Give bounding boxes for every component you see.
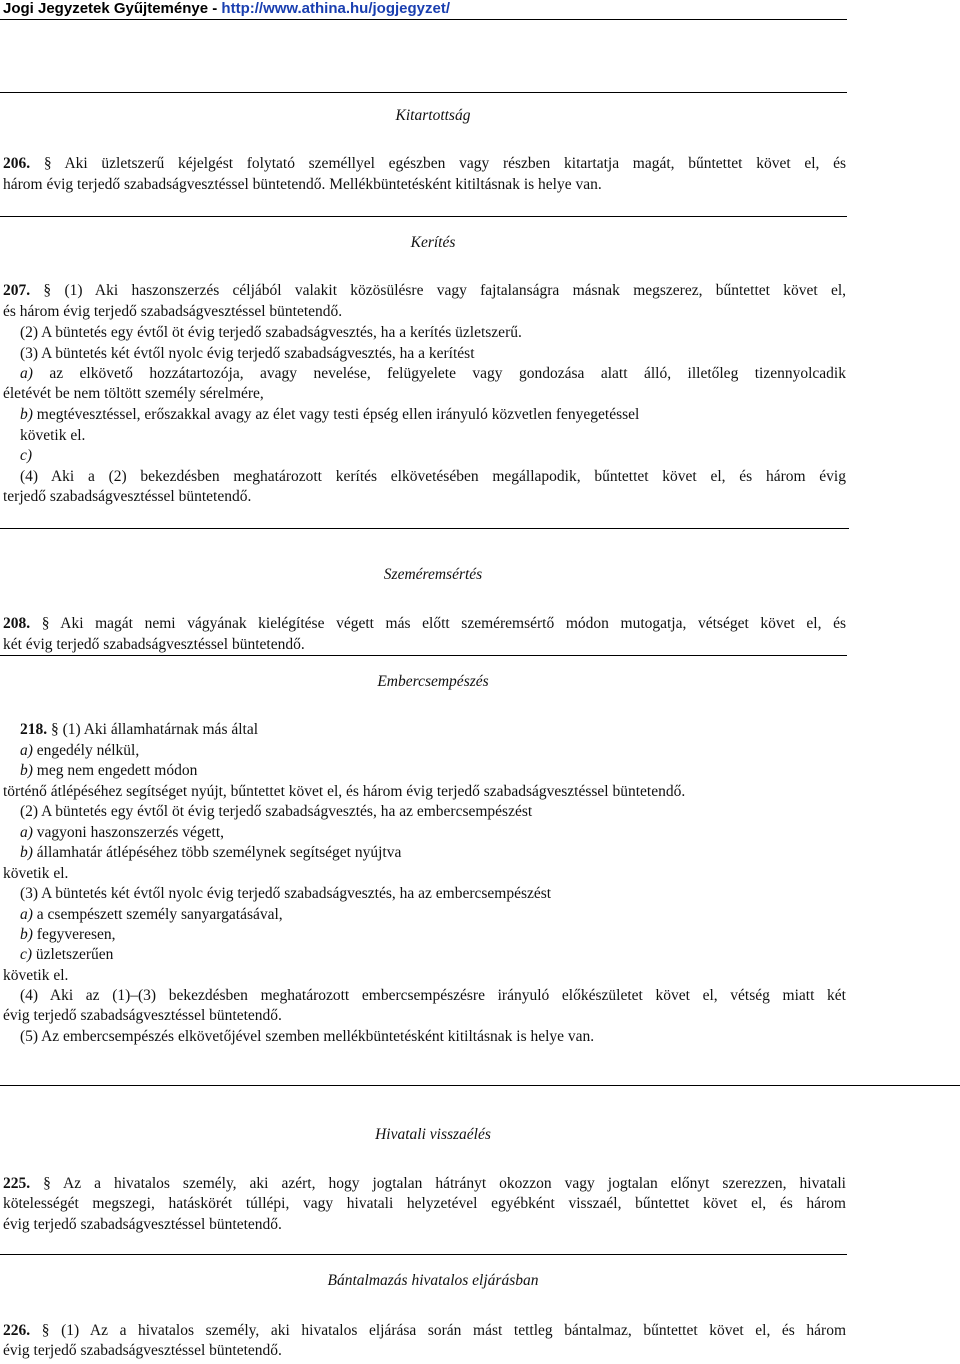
section-number: 206.	[3, 155, 31, 172]
s207-b-tail: követik el.	[20, 427, 86, 444]
s218-point-b2	[20, 843, 401, 863]
s225-line-3: évig terjedő szabadságvesztéssel büntetendő.	[3, 1216, 282, 1233]
s225-line-2: kötelességét megszegi, hatáskörét túllépi, vagy hivatali helyzetével egyébként visszaél, bűntettet követ el, és három	[3, 1195, 846, 1212]
s218-p1	[20, 720, 258, 740]
s207-point-b	[20, 405, 639, 425]
section-number: 225.	[3, 1175, 31, 1192]
s207-p4-line-1: (4) Aki a (2) bekezdésben meghatározott kerítés elkövetésében megállapodik, bűntettet követ el, és három évig	[20, 468, 846, 485]
point-label: b)	[20, 844, 33, 861]
paragraph-symbol: §	[43, 1175, 51, 1192]
s218-p4-line-2: évig terjedő szabadságvesztéssel büntetendő.	[3, 1007, 282, 1024]
paragraph-text: (1) Az a hivatalos személy, aki hivatalos eljárása során mást tettleg bántalmaz, bűntettet követ el, és három	[61, 1322, 847, 1339]
section-divider	[0, 92, 847, 93]
s218-point-a1	[20, 741, 139, 761]
s218-p3: (3) A büntetés két évtől nyolc évig terjedő szabadságvesztés, ha az embercsempészést	[20, 885, 552, 902]
point-text: üzletszerűen	[32, 946, 114, 963]
point-label: c)	[20, 946, 33, 963]
s207-p2: (2) A büntetés egy évtől öt évig terjedő szabadságvesztés, ha a kerítés üzletszerű.	[20, 324, 522, 341]
section-number: 207.	[3, 282, 31, 299]
point-text: megtévesztéssel, erőszakkal avagy az élet vagy testi épség ellen irányuló közvetlen fenyegetéssel	[32, 406, 640, 423]
s225-line-1	[3, 1174, 846, 1194]
section-divider	[0, 216, 847, 217]
section-title-208: Szeméremsértés	[383, 566, 483, 583]
header-divider	[0, 19, 847, 20]
s218-point-c3	[20, 945, 113, 965]
point-label: c)	[20, 447, 33, 464]
s226-line-1	[3, 1321, 846, 1341]
s218-point-a2	[20, 823, 224, 843]
point-label: a)	[20, 906, 33, 923]
point-text: államhatár átlépéséhez több személynek segítséget nyújtva	[32, 844, 402, 861]
paragraph-symbol: §	[43, 155, 52, 172]
paragraph-text: Aki üzletszerű kéjelgést folytató személlyel egészben vagy részben kitartatja magát, bűntettet követ el, és	[64, 155, 847, 172]
site-title: Jogi Jegyzetek Gyűjteménye -	[3, 0, 222, 17]
section-title-207: Kerítés	[410, 234, 456, 251]
s218-point-a3	[20, 905, 283, 925]
s207-line-1	[3, 281, 846, 301]
paragraph-symbol: §	[51, 721, 59, 738]
section-title-218: Embercsempészés	[377, 673, 489, 690]
s207-p3: (3) A büntetés két évtől nyolc évig terjedő szabadságvesztés, ha a kerítést	[20, 345, 475, 362]
s207-line-2: és három évig terjedő szabadságvesztéssel büntetendő.	[3, 303, 343, 320]
paragraph-text: (1) Aki államhatárnak más által	[62, 721, 259, 738]
s218-p1-tail: történő átlépéséhez segítséget nyújt, bűntettet követ el, és három évig terjedő szabadságvesztéssel büntetendő.	[3, 783, 686, 800]
point-text: a csempészett személy sanyargatásával,	[32, 906, 283, 923]
section-divider	[0, 1254, 847, 1255]
s218-point-b3	[20, 925, 116, 945]
point-text: az elkövető hozzátartozója, avagy nevelése, felügyelete vagy gondozása alatt álló, illetőleg tizennyolcadik	[32, 365, 846, 382]
point-text: engedély nélkül,	[32, 742, 140, 759]
section-number: 218.	[20, 721, 48, 738]
section-title-225: Hivatali visszaélés	[375, 1126, 491, 1143]
point-label: b)	[20, 406, 33, 423]
s208-line-1	[3, 614, 846, 634]
s218-p2: (2) A büntetés egy évtől öt évig terjedő szabadságvesztés, ha az embercsempészést	[20, 803, 533, 820]
paragraph-text: Aki magát nemi vágyának kielégítése végett más előtt szeméremsértő módon mutogatja, vétséget követ el, és	[60, 615, 846, 632]
section-divider	[0, 655, 847, 656]
site-url-link[interactable]: http://www.athina.hu/jogjegyzet/	[221, 0, 451, 17]
section-divider	[0, 528, 849, 529]
point-label: a)	[20, 742, 33, 759]
s218-p2-tail: követik el.	[3, 865, 69, 882]
s226-line-2: évig terjedő szabadságvesztéssel büntetendő.	[3, 1342, 282, 1359]
point-label: b)	[20, 926, 33, 943]
point-label: a)	[20, 824, 33, 841]
paragraph-symbol: §	[43, 282, 52, 299]
paragraph-text: (1) Aki haszonszerzés céljából valakit közösülésre vagy fajtalanságra másnak megszerez, bűntettet követ el,	[64, 282, 847, 299]
s207-point-a	[20, 364, 846, 384]
s218-point-b1	[20, 761, 197, 781]
s207-p4-line-2: terjedő szabadságvesztéssel büntetendő.	[3, 488, 252, 505]
point-text: vagyoni haszonszerzés végett,	[32, 824, 225, 841]
s207-point-a-cont: életévét be nem töltött személy sérelmére,	[3, 385, 264, 402]
s206-line-1	[3, 154, 846, 174]
s218-p5: (5) Az embercsempészés elkövetőjével szemben mellékbüntetésként kitiltásnak is helye van.	[20, 1028, 595, 1045]
s208-line-2: két évig terjedő szabadságvesztéssel büntetendő.	[3, 636, 305, 653]
page-header	[3, 0, 450, 17]
point-label: b)	[20, 762, 33, 779]
s218-p4-line-1: (4) Aki az (1)–(3) bekezdésben meghatározott embercsempészésre irányuló előkészületet követ el, vétség miatt két	[20, 987, 846, 1004]
point-text: meg nem engedett módon	[32, 762, 198, 779]
s218-p3-tail: követik el.	[3, 967, 69, 984]
point-label: a)	[20, 365, 33, 382]
section-number: 226.	[3, 1322, 31, 1339]
section-title-226: Bántalmazás hivatalos eljárásban	[327, 1272, 539, 1289]
s207-point-c	[20, 446, 32, 466]
section-number: 208.	[3, 615, 31, 632]
section-divider	[0, 1085, 960, 1086]
paragraph-text: Az a hivatalos személy, aki azért, hogy jogtalan hátrányt okozzon vagy jogtalan előnyt szerezzen, hivatali	[63, 1175, 846, 1192]
paragraph-symbol: §	[41, 615, 50, 632]
s206-line-2: három évig terjedő szabadságvesztéssel büntetendő. Mellékbüntetésként kitiltásnak is helye van.	[3, 176, 602, 193]
point-text: fegyveresen,	[32, 926, 116, 943]
paragraph-symbol: §	[41, 1322, 50, 1339]
section-title-206: Kitartottság	[395, 107, 471, 124]
